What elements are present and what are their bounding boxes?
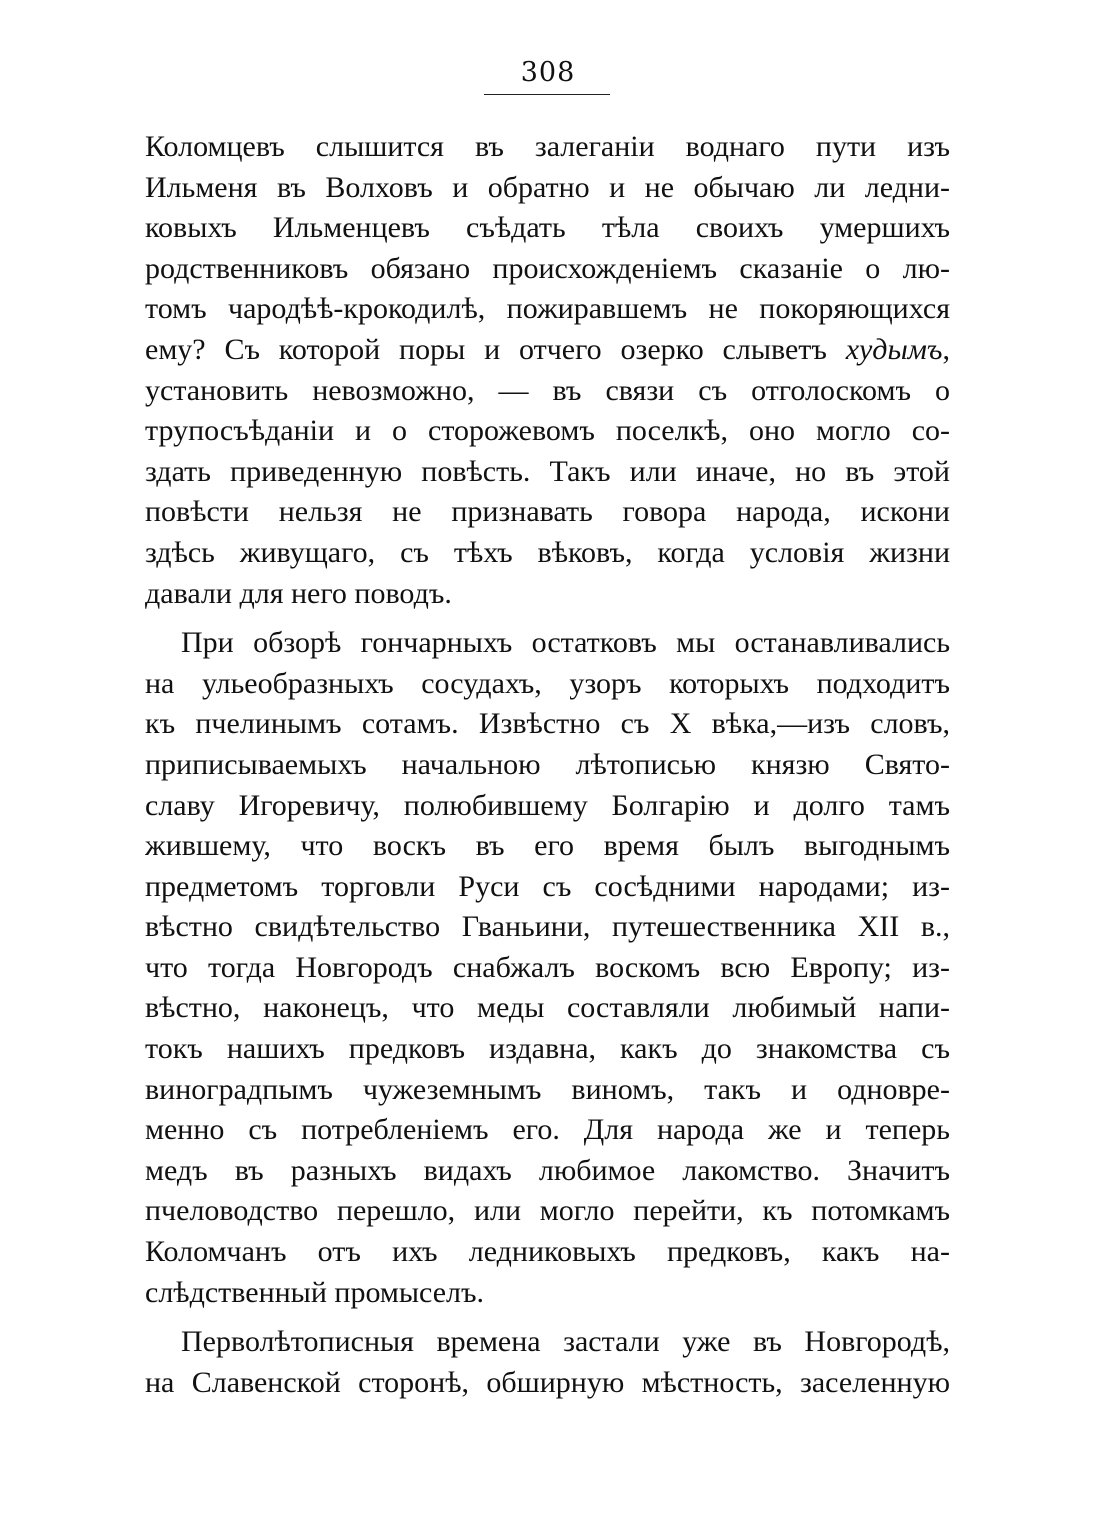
- text-line: здать приведенную повѣсть. Такъ или иначе, но въ этой: [145, 454, 950, 488]
- paragraph-2: [145, 623, 950, 1313]
- text-line: пчеловодство перешло, или могло перейти, къ потомкамъ: [145, 1194, 950, 1228]
- text-line: Ильменя въ Волховъ и обратно и не обычаю ли ледни-: [145, 170, 950, 204]
- text-line: медъ въ разныхъ видахъ любимое лакомство. Значитъ: [145, 1153, 950, 1187]
- paragraph-1: [145, 127, 950, 614]
- text-line: трупосъѣданіи и о сторожевомъ поселкѣ, оно могло со-: [145, 414, 950, 448]
- text-line: къ пчелинымъ сотамъ. Извѣстно съ X вѣка,—изъ словъ,: [145, 707, 950, 741]
- text-line: Коломцевъ слышится въ залеганіи воднаго пути изъ: [145, 130, 950, 163]
- italic-word: худымъ: [845, 332, 943, 366]
- text-segment: ,: [942, 332, 950, 366]
- text-line: повѣсти нельзя не признавать говора народа, искони: [145, 495, 950, 529]
- text-line: ковыхъ Ильменцевъ съѣдать тѣла своихъ умершихъ: [145, 211, 950, 245]
- text-line: здѣсь живущаго, съ тѣхъ вѣковъ, когда условія жизни: [145, 535, 950, 569]
- text-line: виноградпымъ чужеземнымъ виномъ, такъ и одновре-: [145, 1072, 950, 1106]
- text-line: Перволѣтописныя времена застали уже въ Новгородѣ,: [181, 1325, 950, 1359]
- text-line-with-italic: [145, 330, 950, 371]
- text-line: менно съ потребленіемъ его. Для народа же и теперь: [145, 1113, 950, 1147]
- text-line: приписываемыхъ начальною лѣтописью князю Свято-: [145, 747, 950, 781]
- paragraph-3: [145, 1322, 950, 1403]
- text-line: При обзорѣ гончарныхъ остатковъ мы останавливались: [181, 626, 950, 660]
- text-line: Коломчанъ отъ ихъ ледниковыхъ предковъ, какъ на-: [145, 1235, 950, 1269]
- text-line: томъ чародѣѣ-крокодилѣ, пожиравшемъ не покоряющихся: [145, 292, 950, 326]
- page-number: 308: [520, 57, 576, 88]
- text-line: давали для него поводъ.: [145, 576, 452, 610]
- text-line: вѣстно свидѣтельство Гваньини, путешественника XII в.,: [145, 910, 950, 944]
- text-line: установить невозможно, — въ связи съ отголоскомъ о: [145, 373, 950, 407]
- text-line: жившему, что воскъ въ его время былъ выгоднымъ: [145, 829, 950, 863]
- text-line: слѣдственный промыселъ.: [145, 1275, 484, 1309]
- text-line: что тогда Новгородъ снабжалъ воскомъ всю Европу; из-: [145, 950, 950, 984]
- page-number-rule: [484, 94, 610, 95]
- text-line: на Славенской сторонѣ, обширную мѣстность, заселенную: [145, 1365, 950, 1399]
- text-line: токъ нашихъ предковъ издавна, какъ до знакомства съ: [145, 1032, 950, 1066]
- text-line: вѣстно, наконецъ, что меды составляли любимый напи-: [145, 991, 950, 1025]
- text-segment: ему? Съ которой поры и отчего озерко слыветъ: [145, 332, 846, 366]
- body-text: [145, 127, 950, 1403]
- text-line: на ульеобразныхъ сосудахъ, узоръ которыхъ подходитъ: [145, 666, 950, 700]
- text-line: предметомъ торговли Руси съ сосѣдними народами; из-: [145, 869, 950, 903]
- text-line: славу Игоревичу, полюбившему Болгарію и долго тамъ: [145, 788, 950, 822]
- text-line: родственниковъ обязано происхожденіемъ сказаніе о лю-: [145, 251, 950, 285]
